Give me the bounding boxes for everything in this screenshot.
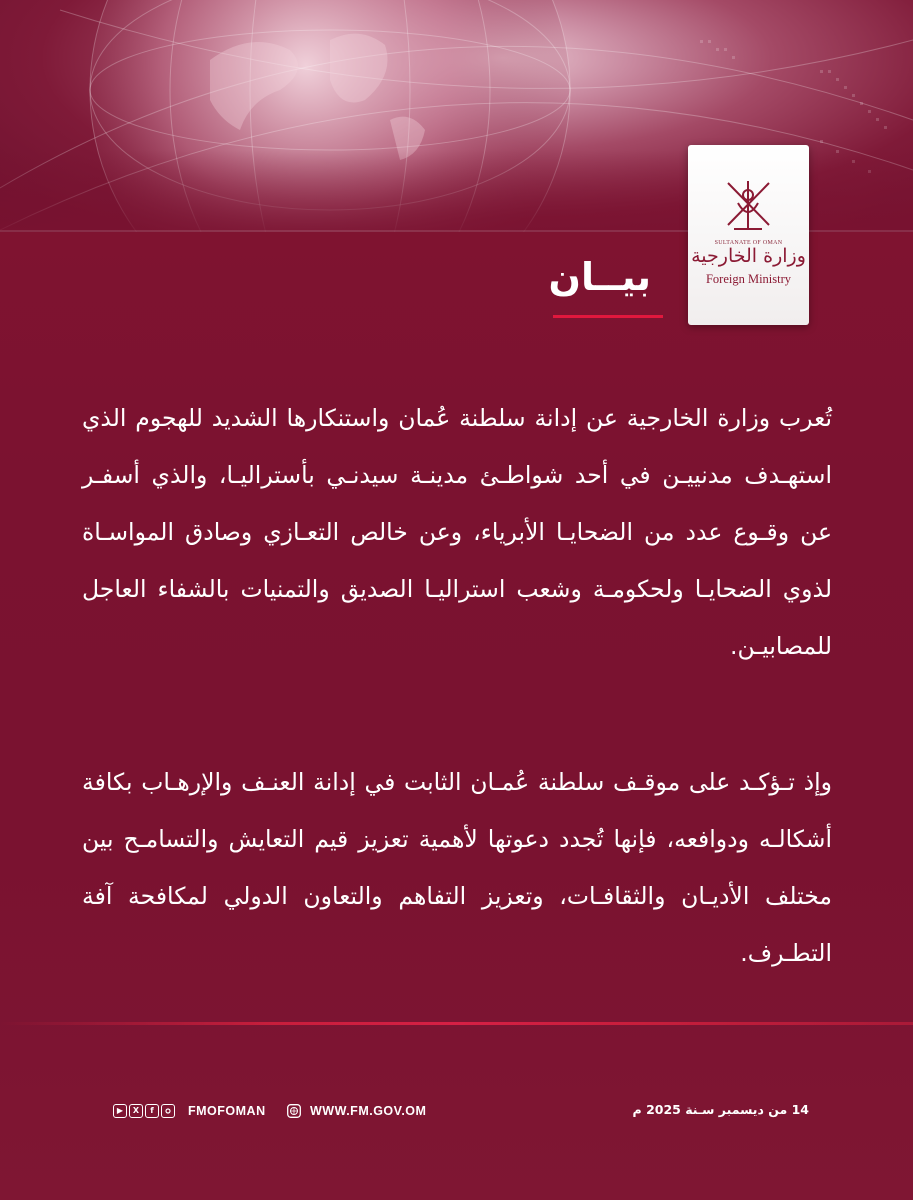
website-icon (287, 1104, 301, 1118)
facebook-icon[interactable]: f (145, 1104, 159, 1118)
statement-title: بيــان (548, 255, 651, 299)
foreign-ministry-logo-card (688, 145, 809, 325)
emblem-caption: SULTANATE OF OMAN (714, 240, 783, 246)
footer-divider (0, 1022, 913, 1025)
footer (0, 1100, 913, 1124)
statement-paragraph-2: وإذ تـؤكـد على موقـف سلطنة عُمـان الثابت في إدانة العنـف والإرهـاب بكافة أشكالـه ودوافعه، فإنها تُجدد دعوتها لأهمية تعزيز قيم التعايش والتسامـح بين مختلف الأديـان والثقافـات، وتعزيز التفاهم والتعاون الدولي لمكافحة آفة التطـرف. (82, 768, 832, 967)
statement-paragraph-1: تُعرب وزارة الخارجية عن إدانة سلطنة عُمان واستنكارها الشديد للهجوم الذي استهـدف مدنييـن في أحد شواطـئ مدينـة سيدنـي بأستراليـا، والذي أسفـر عن وقـوع عدد من الضحايـا الأبرياء، وعن خالص التعـازي وصادق المواسـاة لذوي الضحايـا ولحكومـة وشعب استراليـا الصديق والتمنيات بالشفاء العاجل للمصابيـن. (82, 404, 832, 660)
youtube-icon[interactable]: ▶ (113, 1104, 127, 1118)
oman-emblem-icon (716, 173, 781, 238)
x-icon[interactable]: X (129, 1104, 143, 1118)
statement-date: 14 من ديسمبر سـنة 2025 م (632, 1102, 809, 1117)
logo-english-text: Foreign Ministry (705, 272, 792, 286)
website-link[interactable]: WWW.FM.GOV.OM (310, 1104, 427, 1118)
title-underline (553, 315, 663, 318)
logo-arabic-text: وزارة الخارجية (691, 245, 806, 267)
social-handle[interactable]: FMOFOMAN (188, 1104, 266, 1118)
social-icons (113, 1104, 175, 1120)
instagram-icon[interactable] (161, 1104, 175, 1118)
